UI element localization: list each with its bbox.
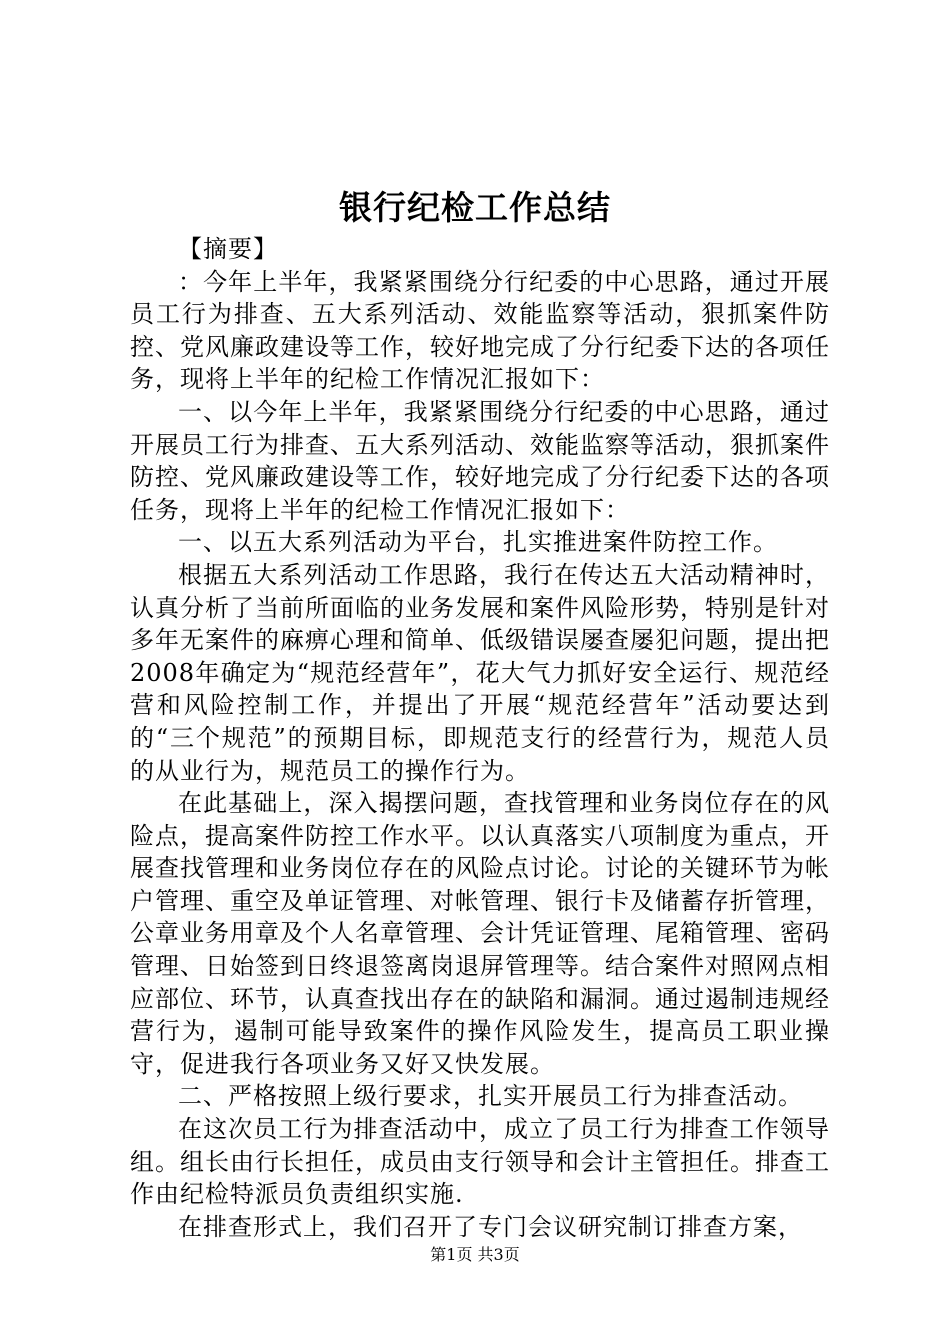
paragraph: 根据五大系列活动工作思路，我行在传达五大活动精神时，认真分析了当前所面临的业务发展和案件风险形势，特别是针对多年无案件的麻痹心理和简单、低级错误屡查屡犯问题，提出把2008年确定为“规范经营年”，花大气力抓好安全运行、规范经营和风险控制工作，并提出了开展“规范经营年”活动要达到的“三个规范”的预期目标，即规范支行的经营行为，规范人员的从业行为，规范员工的操作行为。 (130, 560, 830, 785)
document-title: 银行纪检工作总结 (339, 188, 611, 227)
section-heading: 一、以五大系列活动为平台，扎实推进案件防控工作。 (178, 528, 778, 557)
paragraph: ：今年上半年，我紧紧围绕分行纪委的中心思路，通过开展员工行为排查、五大系列活动、效能监察等活动，狠抓案件防控、党风廉政建设等工作，较好地完成了分行纪委下达的各项任务，现将上半年的纪检工作情况汇报如下： (130, 267, 830, 394)
paragraph: 一、以今年上半年，我紧紧围绕分行纪委的中心思路，通过开展员工行为排查、五大系列活动、效能监察等活动，狠抓案件防控、党风廉政建设等工作，较好地完成了分行纪委下达的各项任务，现将上半年的纪检工作情况汇报如下： (130, 397, 830, 524)
document-body (130, 233, 830, 1243)
abstract-heading: 【摘要】 (178, 235, 278, 263)
section-heading: 二、严格按照上级行要求，扎实开展员工行为排查活动。 (178, 1082, 803, 1111)
paragraph: 在这次员工行为排查活动中，成立了员工行为排查工作领导组。组长由行长担任，成员由支行领导和会计主管担任。排查工作由纪检特派员负责组织实施. (130, 1115, 830, 1209)
page-number-footer: 第1页 共3页 (430, 1245, 520, 1264)
paragraph: 在排查形式上，我们召开了专门会议研究制订排查方案， (178, 1212, 803, 1241)
paragraph: 在此基础上，深入揭摆问题，查找管理和业务岗位存在的风险点，提高案件防控工作水平。以认真落实八项制度为重点，开展查找管理和业务岗位存在的风险点讨论。讨论的关键环节为帐户管理、重空及单证管理、对帐管理、银行卡及储蓄存折管理，公章业务用章及个人名章管理、会计凭证管理、尾箱管理、密码管理、日始签到日终退签离岗退屏管理等。结合案件对照网点相应部位、环节，认真查找出存在的缺陷和漏洞。通过遏制违规经营行为，遏制可能导致案件的操作风险发生，提高员工职业操守，促进我行各项业务又好又快发展。 (130, 789, 830, 1078)
